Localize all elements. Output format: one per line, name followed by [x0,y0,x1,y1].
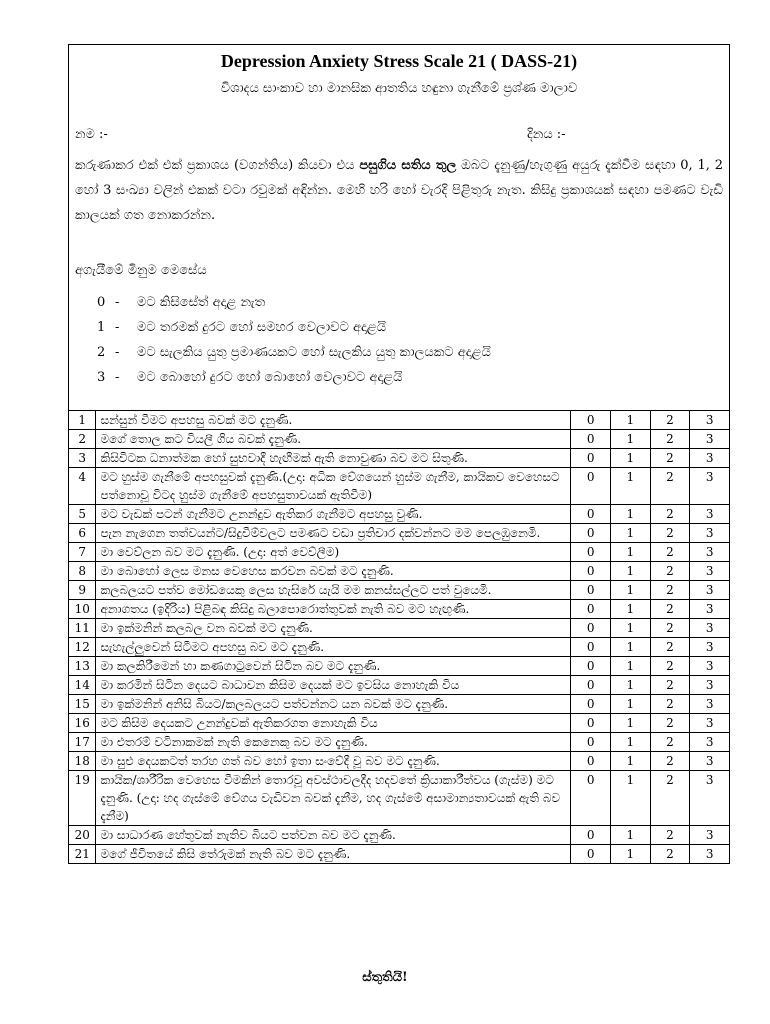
rating-option-3[interactable]: 3 [690,657,730,676]
rating-option-0[interactable]: 0 [571,676,611,695]
scale-dash: - [115,345,120,360]
rating-option-3[interactable]: 3 [690,411,730,430]
rating-option-0[interactable]: 0 [571,638,611,657]
table-row [69,600,730,619]
rating-option-0[interactable]: 0 [571,695,611,714]
question-text: කලබලයට පත්ව මෝඩයෙකු ලෙස හැසිරේ යැයි මම කනස්සල්ලට පත් වුයෙමි. [96,581,571,600]
scale-item [97,370,491,395]
scale-item [97,320,491,345]
scale-dash: - [115,320,120,335]
question-text: කිසිවිටක ධනාත්මක හෝ සුභවාදී හැඟීමක් ඇති නොවුණා බව මට සිතුණි. [96,449,571,468]
rating-option-3[interactable]: 3 [690,752,730,771]
scale-text: මට සැලකිය යුතු ප්‍රමාණයකට හෝ සැලකිය යුතු කාලයකට අදාළයි [137,345,491,360]
rating-scale-list [97,295,491,395]
rating-option-1[interactable]: 1 [611,845,651,864]
scale-item [97,345,491,370]
rating-option-2[interactable]: 2 [650,676,690,695]
rating-option-1[interactable]: 1 [611,733,651,752]
rating-option-0[interactable]: 0 [571,543,611,562]
question-text: මට වැඩක් පටන් ගැනීමට උනන්දුව ඇතිකර ගැනීමට අපහසු වුණි. [96,505,571,524]
question-text: සැහැල්ලුවෙන් සිටීමට අපහසු බව මට දැනුණි. [96,638,571,657]
question-number: 15 [69,695,96,714]
question-number: 13 [69,657,96,676]
rating-option-3[interactable]: 3 [690,468,730,505]
rating-option-2[interactable]: 2 [650,449,690,468]
date-label: දිනය :- [527,127,566,142]
question-number: 3 [69,449,96,468]
rating-option-1[interactable]: 1 [611,714,651,733]
rating-option-0[interactable]: 0 [571,845,611,864]
rating-option-3[interactable]: 3 [690,524,730,543]
rating-option-2[interactable]: 2 [650,752,690,771]
rating-option-1[interactable]: 1 [611,771,651,826]
rating-option-3[interactable]: 3 [690,581,730,600]
table-row [69,733,730,752]
rating-option-2[interactable]: 2 [650,543,690,562]
scale-dash: - [115,370,120,385]
rating-option-0[interactable]: 0 [571,449,611,468]
rating-option-1[interactable]: 1 [611,505,651,524]
rating-option-0[interactable]: 0 [571,657,611,676]
question-text: මා ඉක්මනින් කලබල වන බවක් මට දැනුණි. [96,619,571,638]
question-text: මගේ තොල කට වියලී ගිය බවක් දැනුණි. [96,430,571,449]
rating-option-2[interactable]: 2 [650,468,690,505]
question-text: සන්සුන් වීමට අපහසු බවක් මට දැනුණි. [96,411,571,430]
scale-text: මට තරමක් දුරට හෝ සමහර වෙලාවට අදාළයි [137,320,387,335]
question-text: මා කලකිරීමෙන් හා කණගාටුවෙන් සිටින බව මට දැනුණි. [96,657,571,676]
rating-option-2[interactable]: 2 [650,695,690,714]
question-text: අනාගතය (ඉදිරිය) පිළිබඳ කිසිදු බලාපොරොත්තුවක් නැති බව මට හැඟුණි. [96,600,571,619]
question-number: 12 [69,638,96,657]
rating-option-1[interactable]: 1 [611,826,651,845]
scale-number: 0 [97,295,106,310]
thanks-text: ස්තුතියි! [362,970,408,985]
rating-option-0[interactable]: 0 [571,581,611,600]
scale-number: 2 [97,345,106,360]
question-text: මා සාධාරණ හේතුවක් නැතිව බියට පත්වන බව මට දැනුණි. [96,826,571,845]
rating-option-0[interactable]: 0 [571,826,611,845]
rating-option-2[interactable]: 2 [650,619,690,638]
table-row [69,524,730,543]
rating-option-1[interactable]: 1 [611,430,651,449]
rating-option-1[interactable]: 1 [611,543,651,562]
rating-option-3[interactable]: 3 [690,695,730,714]
rating-option-1[interactable]: 1 [611,695,651,714]
rating-option-2[interactable]: 2 [650,581,690,600]
table-row [69,638,730,657]
rating-option-2[interactable]: 2 [650,638,690,657]
rating-option-0[interactable]: 0 [571,714,611,733]
table-row [69,562,730,581]
rating-option-0[interactable]: 0 [571,619,611,638]
table-row [69,771,730,826]
table-row [69,543,730,562]
question-text: මා සුළු දෙයකටත් තරහ ගත් බව හෝ ඉතා සංවේදී වූ බව මට දැනුණි. [96,752,571,771]
rating-option-2[interactable]: 2 [650,411,690,430]
rating-option-0[interactable]: 0 [571,505,611,524]
rating-option-1[interactable]: 1 [611,411,651,430]
rating-option-0[interactable]: 0 [571,430,611,449]
rating-option-1[interactable]: 1 [611,600,651,619]
rating-option-2[interactable]: 2 [650,600,690,619]
question-number: 11 [69,619,96,638]
question-number: 7 [69,543,96,562]
table-row [69,676,730,695]
rating-option-1[interactable]: 1 [611,752,651,771]
rating-option-1[interactable]: 1 [611,676,651,695]
rating-option-3[interactable]: 3 [690,845,730,864]
rating-option-3[interactable]: 3 [690,449,730,468]
question-number: 21 [69,845,96,864]
scale-number: 1 [97,320,106,335]
rating-option-0[interactable]: 0 [571,600,611,619]
rating-option-2[interactable]: 2 [650,826,690,845]
table-row [69,619,730,638]
question-text: මට කිසිම දෙයකට උනන්දුවක් ඇතිකරගත නොහැකි විය [96,714,571,733]
question-text: කායික/ශාරීරික වෙහෙස වීමකින් තොරවූ අවස්ථාවලදීද හදවතේ ක්‍රියාකාරීත්වය (ගැස්ම) මට දැනුණි. (උදා: හද ගැස්මේ වේගය වැඩිවන බවක් දැනීම, හද ගැස්මේ අසාමාන්‍යතාවයක් ඇති බව දැනීම) [96,771,571,826]
rating-option-0[interactable]: 0 [571,524,611,543]
form-title: Depression Anxiety Stress Scale 21 ( DASS-21) [220,51,578,71]
question-number: 1 [69,411,96,430]
scale-text: මට බොහෝ දුරට හෝ බොහෝ වෙලාවට අදාළයි [137,370,403,385]
rating-option-3[interactable]: 3 [690,505,730,524]
question-number: 8 [69,562,96,581]
rating-option-3[interactable]: 3 [690,562,730,581]
rating-option-2[interactable]: 2 [650,714,690,733]
table-row [69,505,730,524]
rating-option-3[interactable]: 3 [690,733,730,752]
rating-option-2[interactable]: 2 [650,505,690,524]
question-text: මා එතරම් වටිනාකමක් නැති කෙනෙකු බව මට දැනුණි. [96,733,571,752]
rating-option-3[interactable]: 3 [690,714,730,733]
scale-number: 3 [97,370,106,385]
rating-option-1[interactable]: 1 [611,524,651,543]
scale-dash: - [115,295,120,310]
rating-option-3[interactable]: 3 [690,600,730,619]
table-row [69,752,730,771]
questions-table [68,410,730,864]
question-number: 14 [69,676,96,695]
question-text: පැන නැගෙන තත්වයන්ට/සිදුවීම්වලට පමණට වඩා ප්‍රතිචාර දක්වන්නට මම පෙලඹුනෙමි. [96,524,571,543]
name-label: නම :- [75,127,108,142]
table-row [69,845,730,864]
rating-option-0[interactable]: 0 [571,411,611,430]
instructions-emphasis: පසුගිය සතිය තුල [359,158,457,173]
table-row [69,411,730,430]
rating-option-0[interactable]: 0 [571,733,611,752]
question-text: මට හුස්ම ගැනීමේ අපහසුවක් දැනුණි.(උදා: අධික වේගයෙන් හුස්ම ගැනීම, කායිකව වෙහෙසට පත්නොවූ විටද හුස්ම ගැනීමේ අපහසුතාවයක් ඇතිවීම) [96,468,571,505]
rating-option-0[interactable]: 0 [571,468,611,505]
question-number: 5 [69,505,96,524]
form-subtitle: විශාදය සාංකාව හා මානසික ආතතිය හඳුනා ගැනීමේ ප්‍රශ්ණ මාලාව [220,81,578,96]
table-row [69,826,730,845]
rating-option-3[interactable]: 3 [690,771,730,826]
question-number: 4 [69,468,96,505]
question-text: මා කරමින් සිටින දෙයට බාධාවන කිසිම දෙයක් මට ඉවසිය නොහැකි විය [96,676,571,695]
rating-option-3[interactable]: 3 [690,543,730,562]
rating-option-3[interactable]: 3 [690,676,730,695]
rating-option-1[interactable]: 1 [611,449,651,468]
rating-option-0[interactable]: 0 [571,562,611,581]
rating-option-2[interactable]: 2 [650,845,690,864]
question-number: 16 [69,714,96,733]
rating-option-1[interactable]: 1 [611,468,651,505]
instructions: කරුණාකර එක් එක් ප්‍රකාශය (වගන්තිය) කියවා එය පසුගිය සතිය තුල ඔබට දැනුණු/හැගුණු අයුරු දැක්වීම සඳහා 0, 1, 2 හෝ 3 සංඛ්‍යා වලින් එකක් වටා රවුමක් අඳින්න. මෙහි හරි හෝ වැරදි පිළිතුරු නැත. කිසිදු ප්‍රකාශයක් සඳහා පමණට වැඩි කාලයක් ගත නොකරන්න. [75,158,724,223]
question-number: 9 [69,581,96,600]
rating-option-1[interactable]: 1 [611,562,651,581]
rating-option-3[interactable]: 3 [690,638,730,657]
table-row [69,695,730,714]
question-text: මගේ ජීවිතයේ කිසි තේරුමක් නැති බව මට දැනුණි. [96,845,571,864]
question-number: 19 [69,771,96,826]
rating-option-1[interactable]: 1 [611,581,651,600]
rating-option-2[interactable]: 2 [650,733,690,752]
rating-option-0[interactable]: 0 [571,752,611,771]
scale-text: මට කිසිසේත් අදාළ නැත [137,295,266,310]
question-number: 20 [69,826,96,845]
question-number: 2 [69,430,96,449]
table-row [69,581,730,600]
table-row [69,449,730,468]
rating-option-1[interactable]: 1 [611,657,651,676]
scale-item [97,295,491,320]
rating-option-3[interactable]: 3 [690,430,730,449]
table-row [69,468,730,505]
form-header-box [68,44,730,410]
question-text: මා වෙව්ලන බව මට දැනුණි. (උදා: අත් වෙව්ලීම) [96,543,571,562]
table-row [69,430,730,449]
rating-option-0[interactable]: 0 [571,771,611,826]
scale-heading: අගැයීමේ මිනුම මෙසේය [75,263,207,278]
rating-option-1[interactable]: 1 [611,619,651,638]
rating-option-3[interactable]: 3 [690,826,730,845]
table-row [69,657,730,676]
rating-option-1[interactable]: 1 [611,638,651,657]
rating-option-2[interactable]: 2 [650,562,690,581]
question-number: 6 [69,524,96,543]
table-row [69,714,730,733]
question-number: 17 [69,733,96,752]
question-text: මා බොහෝ ලෙස මනස වෙහෙස කරවන බවක් මට දැනුණි. [96,562,571,581]
rating-option-3[interactable]: 3 [690,619,730,638]
question-number: 10 [69,600,96,619]
question-text: මා ඉක්මනින් අනිසි බියට/කලබලයට පත්වන්නට යන බවක් මට දැනුණි. [96,695,571,714]
rating-option-2[interactable]: 2 [650,771,690,826]
rating-option-2[interactable]: 2 [650,430,690,449]
question-number: 18 [69,752,96,771]
rating-option-2[interactable]: 2 [650,524,690,543]
rating-option-2[interactable]: 2 [650,657,690,676]
